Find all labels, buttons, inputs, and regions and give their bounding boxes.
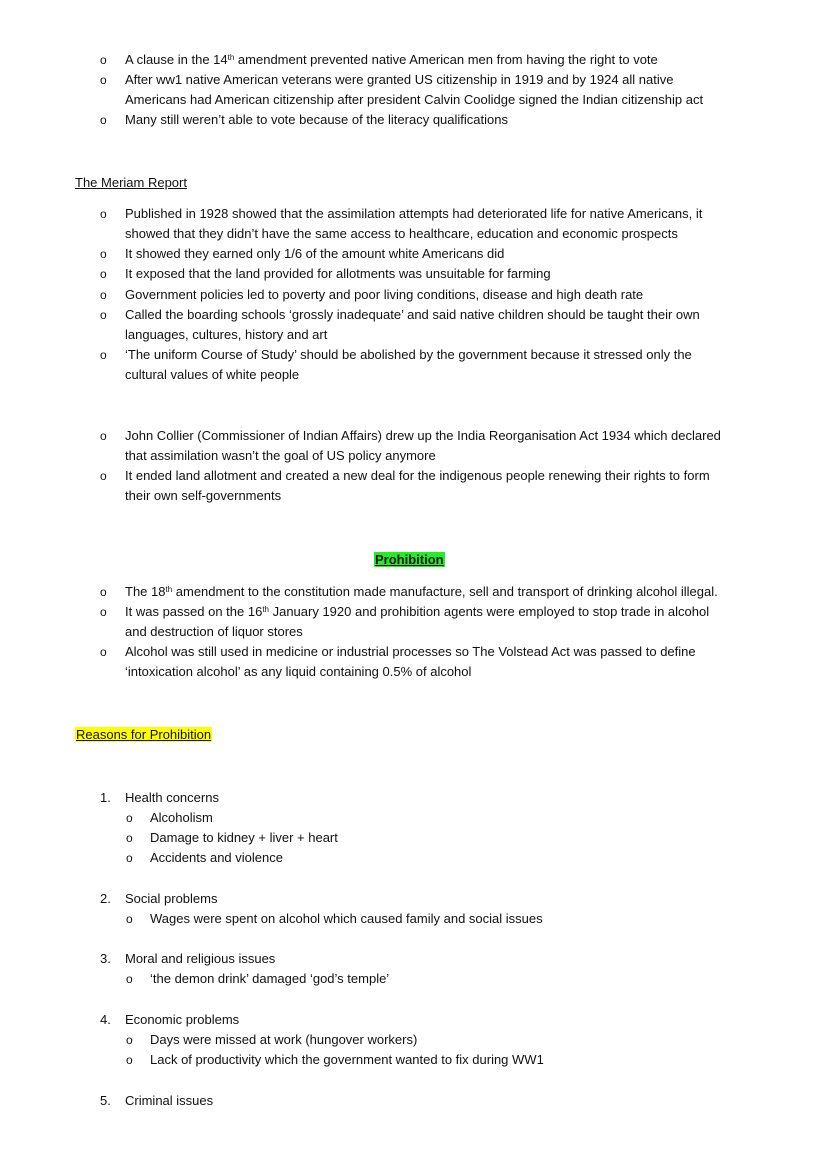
bullet-icon: o	[100, 113, 107, 127]
bullet-icon: o	[100, 207, 107, 221]
bullet-icon: o	[100, 348, 107, 362]
list-number: 2.	[100, 891, 111, 906]
list-item: Government policies led to poverty and poor living conditions, disease and high death rate	[125, 287, 644, 302]
list-item: Published in 1928 showed that the assimilation attempts had deteriorated life for native Americans, it	[125, 206, 703, 221]
numbered-item: Criminal issues	[125, 1093, 214, 1108]
list-item: John Collier (Commissioner of Indian Affairs) drew up the India Reorganisation Act 1934 which declared	[125, 428, 721, 443]
list-item: It exposed that the land provided for allotments was unsuitable for farming	[125, 266, 551, 281]
list-item: It showed they earned only 1/6 of the amount white Americans did	[125, 246, 505, 261]
list-item: It was passed on the 16th January 1920 and prohibition agents were employed to stop trade in alcohol	[125, 604, 710, 619]
list-item-continuation: cultural values of white people	[125, 367, 300, 382]
list-item: Called the boarding schools ‘grossly inadequate’ and said native children should be taught their own	[125, 307, 700, 322]
bullet-icon: o	[100, 585, 107, 599]
sub-list-item: Wages were spent on alcohol which caused family and social issues	[150, 911, 543, 926]
bullet-icon: o	[100, 308, 107, 322]
list-item: After ww1 native American veterans were granted US citizenship in 1919 and by 1924 all native	[125, 72, 674, 87]
list-item: ‘The uniform Course of Study’ should be abolished by the government because it stressed only the	[125, 347, 692, 362]
numbered-item: Health concerns	[125, 790, 219, 805]
list-number: 5.	[100, 1093, 111, 1108]
bullet-icon: o	[126, 1053, 133, 1067]
section-heading-meriam: The Meriam Report	[75, 175, 187, 190]
list-item: Many still weren’t able to vote because of the literacy qualifications	[125, 112, 508, 127]
list-item: Alcohol was still used in medicine or industrial processes so The Volstead Act was passed to define	[125, 644, 696, 659]
sub-list-item: Damage to kidney + liver + heart	[150, 830, 338, 845]
list-item: A clause in the 14th amendment prevented native American men from having the right to vote	[125, 52, 658, 67]
sub-list-item: Accidents and violence	[150, 850, 283, 865]
bullet-icon: o	[126, 831, 133, 845]
section-heading-prohibition: Prohibition	[375, 552, 444, 567]
list-number: 3.	[100, 951, 111, 966]
numbered-item: Moral and religious issues	[125, 951, 276, 966]
bullet-icon: o	[100, 429, 107, 443]
list-item-continuation: ‘intoxication alcohol’ as any liquid containing 0.5% of alcohol	[125, 664, 472, 679]
list-item-continuation: Americans had American citizenship after president Calvin Coolidge signed the Indian citizenship act	[125, 92, 704, 107]
sub-list-item: Alcoholism	[150, 810, 213, 825]
bullet-icon: o	[100, 247, 107, 261]
bullet-icon: o	[126, 972, 133, 986]
list-number: 1.	[100, 790, 111, 805]
list-item-continuation: and destruction of liquor stores	[125, 624, 303, 639]
sub-list-item: Days were missed at work (hungover workers)	[150, 1032, 418, 1047]
bullet-icon: o	[100, 53, 107, 67]
list-item: It ended land allotment and created a new deal for the indigenous people renewing their rights to form	[125, 468, 710, 483]
numbered-item: Social problems	[125, 891, 218, 906]
bullet-icon: o	[100, 288, 107, 302]
bullet-icon: o	[126, 1033, 133, 1047]
list-item-continuation: that assimilation wasn’t the goal of US policy anymore	[125, 448, 436, 463]
bullet-icon: o	[126, 851, 133, 865]
bullet-icon: o	[100, 267, 107, 281]
list-number: 4.	[100, 1012, 111, 1027]
bullet-icon: o	[126, 811, 133, 825]
bullet-icon: o	[100, 73, 107, 87]
list-item-continuation: their own self-governments	[125, 488, 282, 503]
sub-list-item: ‘the demon drink’ damaged ‘god’s temple’	[150, 971, 390, 986]
list-item-continuation: showed that they didn’t have the same access to healthcare, education and economic prospects	[125, 226, 678, 241]
numbered-item: Economic problems	[125, 1012, 240, 1027]
list-item: The 18th amendment to the constitution made manufacture, sell and transport of drinking alcohol illegal.	[125, 584, 718, 599]
bullet-icon: o	[100, 469, 107, 483]
bullet-icon: o	[100, 645, 107, 659]
section-heading-reasons: Reasons for Prohibition	[76, 727, 212, 742]
sub-list-item: Lack of productivity which the government wanted to fix during WW1	[150, 1052, 544, 1067]
bullet-icon: o	[126, 912, 133, 926]
list-item-continuation: languages, cultures, history and art	[125, 327, 328, 342]
bullet-icon: o	[100, 605, 107, 619]
